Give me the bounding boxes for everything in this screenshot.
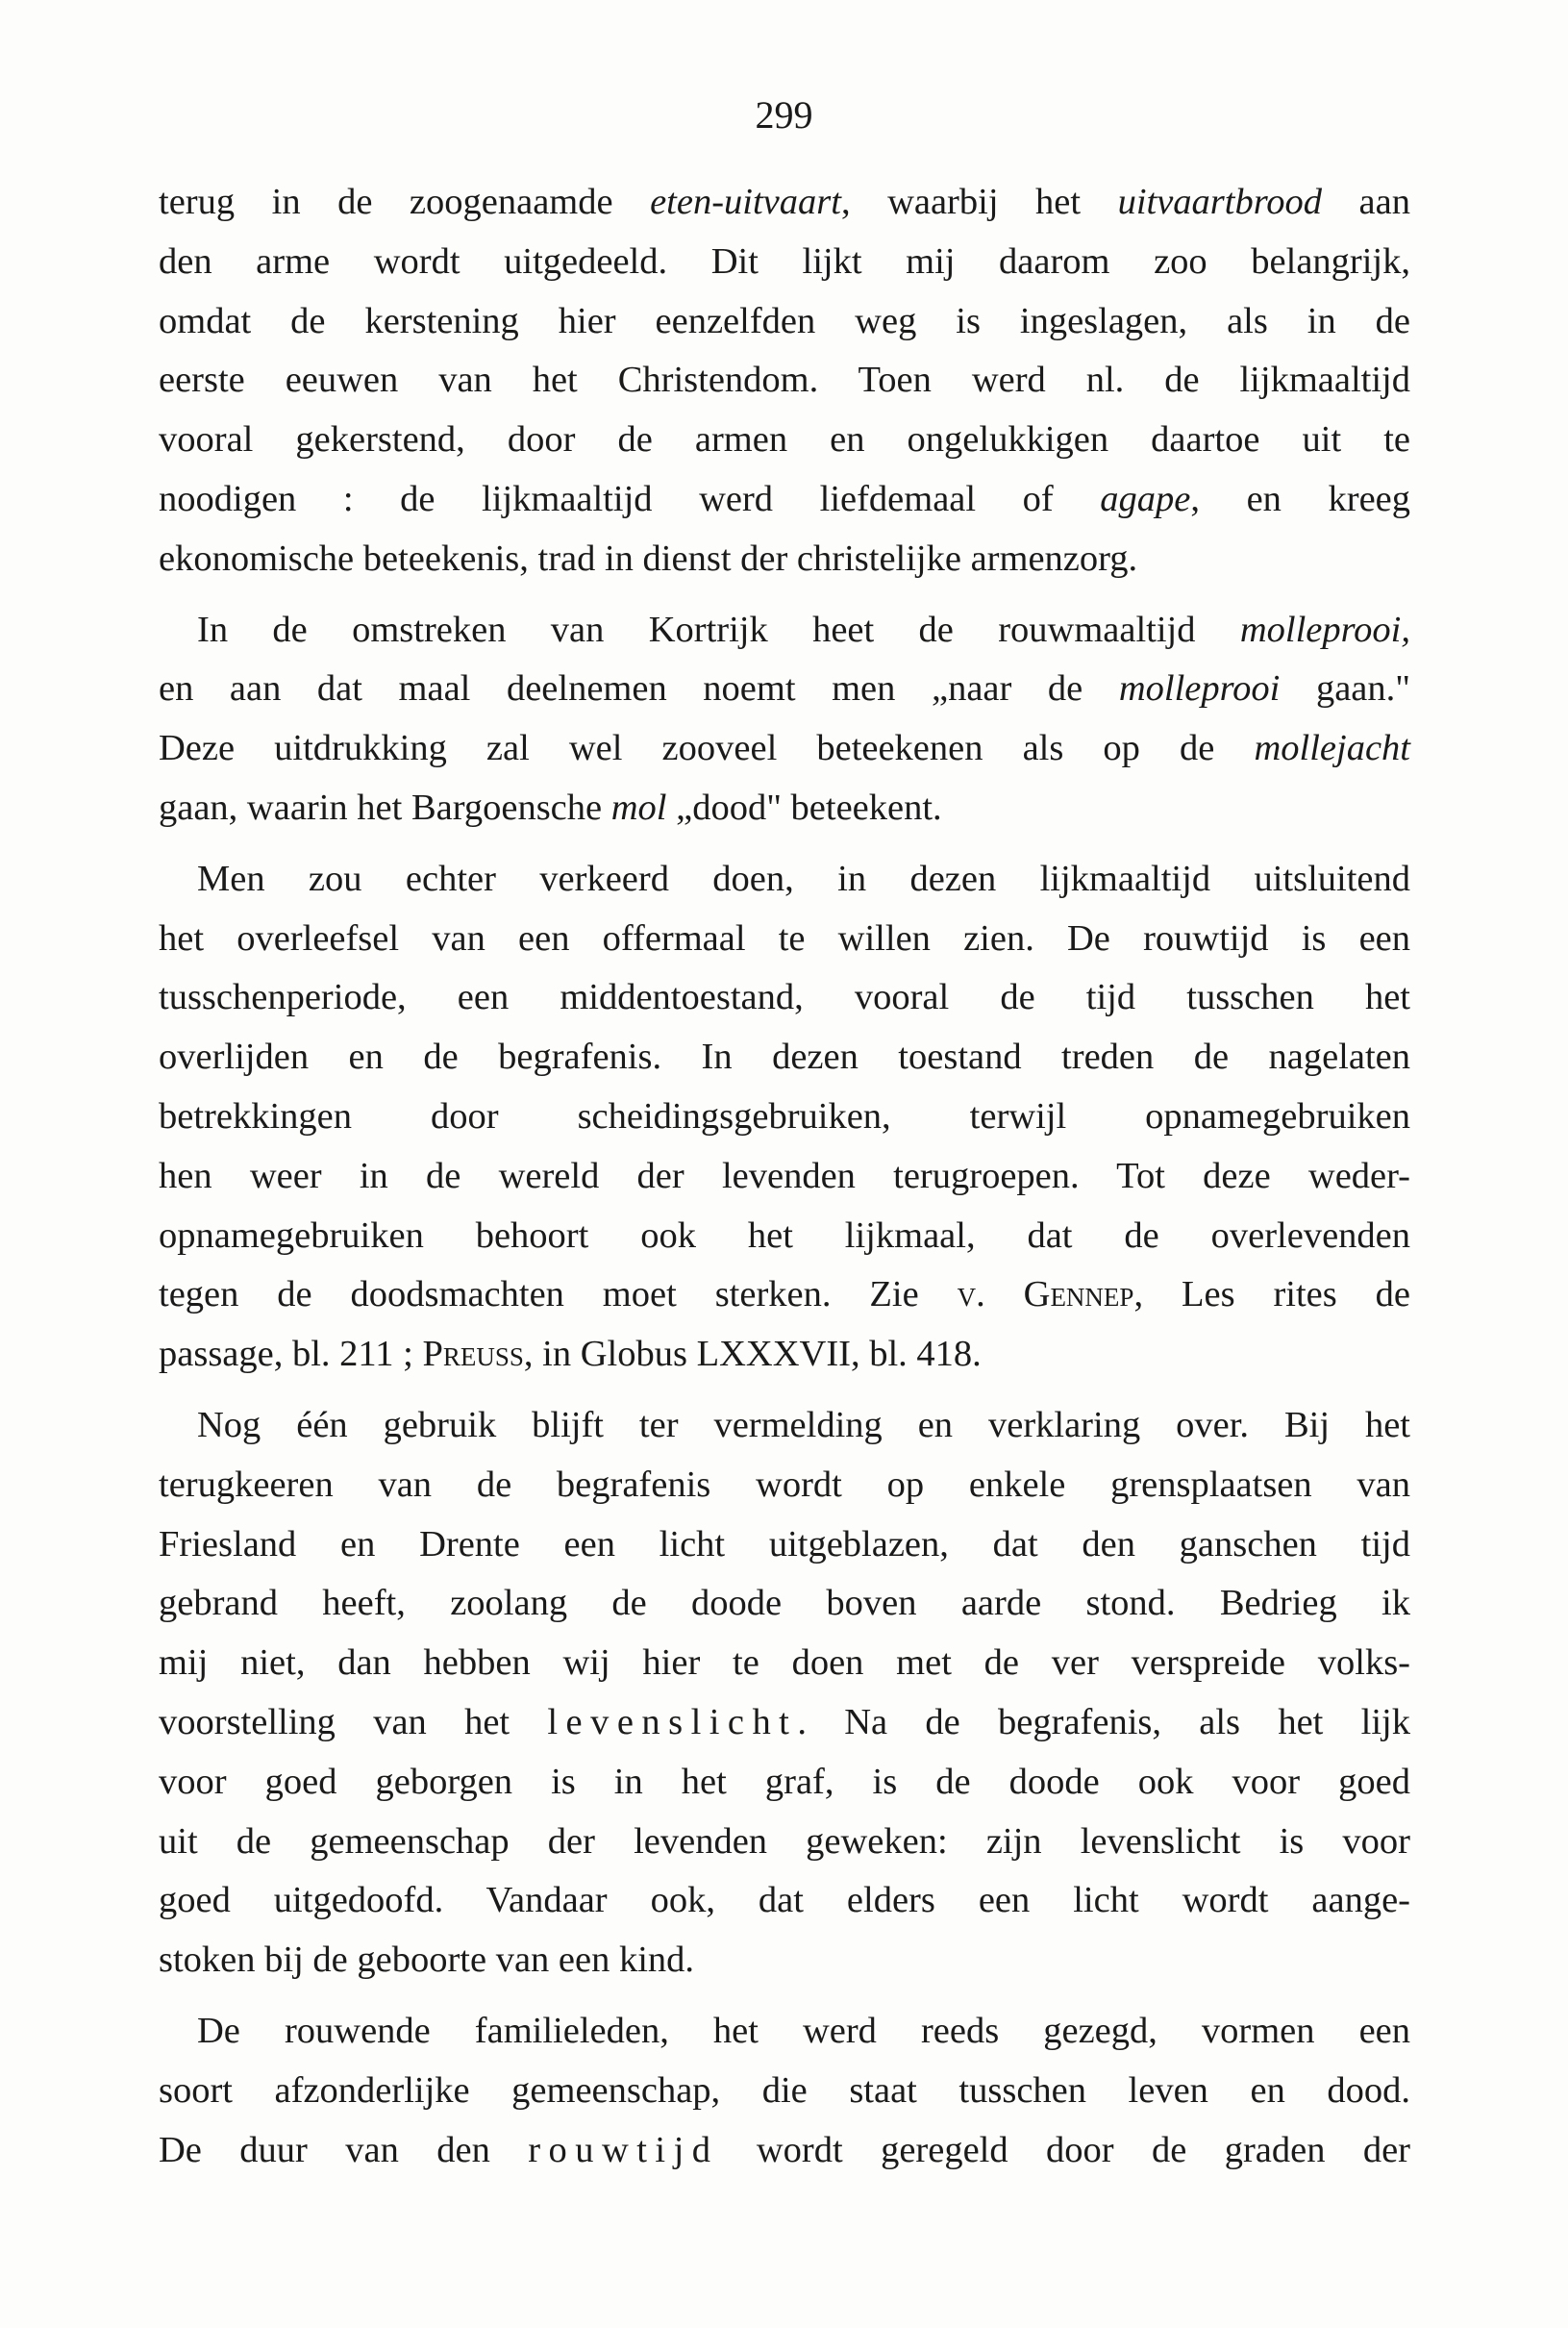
text-segment: eerste eeuwen van het Christendom. Toen werd nl. de lijkmaaltijd — [159, 360, 1410, 401]
text-segment: . Na de begrafenis, als het lijk — [797, 1701, 1410, 1742]
styled-text: eten-uitvaart — [650, 182, 841, 222]
text-segment: , waarbij het — [840, 182, 1118, 222]
text-segment: noodigen : de lijkmaaltijd werd liefdemaal of — [159, 478, 1101, 519]
text-line — [159, 530, 1410, 589]
text-segment: wordt geregeld door de graden der — [718, 2129, 1411, 2170]
text-segment: tegen de doodsmachten moet sterken. Zie — [159, 1274, 958, 1315]
text-line — [159, 2002, 1410, 2062]
text-line — [159, 601, 1410, 661]
text-segment: stoken bij de geboorte van een kind. — [159, 1940, 695, 1981]
text-line — [159, 2062, 1410, 2121]
text-line — [159, 660, 1410, 719]
text-line — [159, 1931, 1410, 1990]
styled-text: v. Gennep — [957, 1274, 1134, 1315]
text-line — [159, 292, 1410, 352]
paragraph-gap — [159, 1990, 1410, 2002]
text-segment: Friesland en Drente een licht uitgeblazen, dat den ganschen tijd — [159, 1523, 1410, 1565]
text-segment: , in Globus LXXXVII, bl. 418. — [523, 1334, 982, 1375]
text-segment: Deze uitdrukking zal wel zooveel beteekenen als op de — [159, 728, 1255, 769]
styled-text: molleprooi — [1118, 668, 1281, 710]
text-segment: voorstelling van het — [159, 1701, 548, 1742]
text-line — [159, 411, 1410, 470]
text-segment: overlijden en de begrafenis. In dezen toestand treden de nagelaten — [159, 1037, 1410, 1078]
text-segment: voor goed geborgen is in het graf, is de doode ook voor goed — [159, 1761, 1410, 1802]
styled-text: levenslicht — [547, 1701, 798, 1742]
text-line — [159, 1325, 1410, 1385]
body-text — [159, 173, 1410, 2180]
text-line — [159, 2121, 1410, 2181]
text-line — [159, 1207, 1410, 1266]
page-number: 299 — [755, 93, 813, 137]
text-segment: den arme wordt uitgedeeld. Dit lijkt mij daarom zoo belangrijk, — [159, 240, 1410, 282]
text-line — [159, 910, 1410, 969]
text-line — [159, 850, 1410, 910]
styled-text: uitvaartbrood — [1117, 182, 1323, 222]
text-segment: en aan dat maal deelnemen noemt men „naar de — [159, 668, 1119, 710]
text-segment: het overleefsel van een offermaal te willen zien. De rouwtijd is een — [159, 917, 1410, 959]
text-segment: opnamegebruiken behoort ook het lijkmaal, dat de overlevenden — [159, 1214, 1410, 1256]
text-line — [159, 1147, 1410, 1207]
text-segment: tusschenperiode, een middentoestand, vooral de tijd tusschen het — [159, 977, 1410, 1018]
text-segment: hen weer in de wereld der levenden terugroepen. Tot deze weder- — [159, 1155, 1410, 1196]
text-segment: gebrand heeft, zoolang de doode boven aarde stond. Bedrieg ik — [159, 1583, 1410, 1624]
text-segment: goed uitgedoofd. Vandaar ook, dat elders een licht wordt aange- — [159, 1880, 1410, 1921]
text-segment: uit de gemeenschap der levenden geweken: zijn levenslicht is voor — [159, 1820, 1410, 1862]
paragraph-gap — [159, 589, 1410, 601]
text-segment: soort afzonderlijke gemeenschap, die staat tusschen leven en dood. — [159, 2069, 1410, 2111]
text-segment: „dood" beteekent. — [666, 787, 942, 828]
text-segment: mij niet, dan hebben wij hier te doen met de ver verspreide volks- — [159, 1642, 1410, 1684]
text-line — [159, 1693, 1410, 1753]
text-segment: ekonomische beteekenis, trad in dienst der christelijke armenzorg. — [159, 538, 1138, 579]
text-line — [159, 1396, 1410, 1456]
text-line — [159, 1813, 1410, 1872]
text-line — [159, 1634, 1410, 1693]
styled-text: mol — [610, 787, 667, 828]
text-line — [159, 470, 1410, 530]
text-segment: betrekkingen door scheidingsgebruiken, terwijl opnamegebruiken — [159, 1095, 1410, 1137]
text-segment: , Les rites de — [1133, 1274, 1410, 1315]
text-line — [159, 1088, 1410, 1147]
text-line — [159, 1265, 1410, 1325]
text-segment: De rouwende familieleden, het werd reeds gezegd, vormen een — [197, 2010, 1410, 2051]
text-segment: , en kreeg — [1190, 478, 1410, 519]
styled-text: molleprooi, — [1239, 609, 1410, 650]
text-line — [159, 1574, 1410, 1634]
paragraph-gap — [159, 839, 1410, 850]
styled-text: rouwtijd — [528, 2129, 719, 2170]
text-line — [159, 1871, 1410, 1931]
text-segment: Men zou echter verkeerd doen, in dezen lijkmaaltijd uitsluitend — [197, 858, 1410, 899]
paragraph-gap — [159, 1385, 1410, 1396]
text-line — [159, 1515, 1410, 1575]
text-segment: terug in de zoogenaamde — [159, 182, 651, 222]
text-segment: vooral gekerstend, door de armen en ongelukkigen daartoe uit te — [159, 419, 1410, 461]
text-line — [159, 719, 1410, 779]
text-segment: In de omstreken van Kortrijk heet de rouwmaaltijd — [197, 609, 1240, 650]
text-segment: gaan." — [1280, 668, 1410, 710]
text-segment: gaan, waarin het Bargoensche — [159, 787, 611, 828]
text-segment: Nog één gebruik blijft ter vermelding en verklaring over. Bij het — [197, 1404, 1410, 1445]
text-line — [159, 351, 1410, 411]
text-line — [159, 1028, 1410, 1088]
styled-text: mollejacht — [1254, 728, 1410, 769]
styled-text: Preuss — [422, 1334, 524, 1375]
text-line — [159, 1753, 1410, 1813]
text-line — [159, 1456, 1410, 1515]
styled-text: agape — [1100, 478, 1191, 519]
text-segment: omdat de kerstening hier eenzelfden weg is ingeslagen, als in de — [159, 300, 1410, 341]
text-segment: aan — [1322, 182, 1410, 222]
text-segment: passage, bl. 211 ; — [159, 1334, 423, 1375]
text-line — [159, 779, 1410, 839]
text-line — [159, 968, 1410, 1028]
text-segment: De duur van den — [159, 2129, 529, 2170]
text-line — [159, 173, 1410, 233]
text-line — [159, 233, 1410, 292]
text-segment: terugkeeren van de begrafenis wordt op enkele grensplaatsen van — [159, 1464, 1410, 1505]
